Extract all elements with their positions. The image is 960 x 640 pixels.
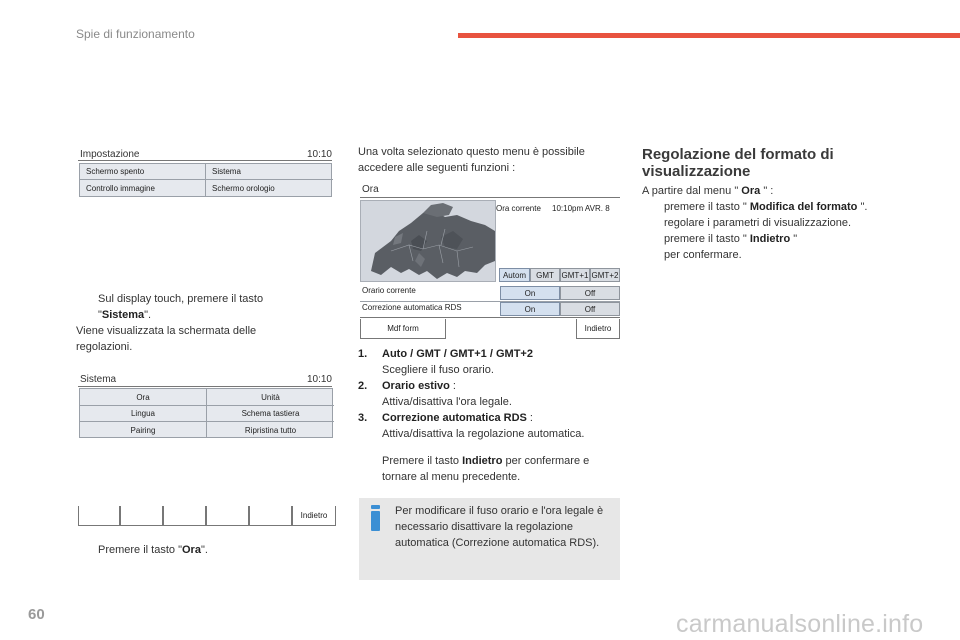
system-screen-divider bbox=[78, 386, 332, 387]
time-back-button[interactable]: Indietro bbox=[576, 319, 620, 339]
rds-correction-label: Correzione automatica RDS bbox=[362, 303, 462, 312]
step-press-back bbox=[358, 453, 622, 485]
watermark: carmanualsonline.info bbox=[676, 610, 924, 638]
setup-screen-title: Impostazione bbox=[80, 149, 140, 160]
format-step-text: premere il tasto " bbox=[664, 233, 750, 245]
header-accent-bar bbox=[458, 33, 960, 38]
step3-text-end: per confermare e tornare al menu precedente. bbox=[382, 455, 590, 483]
function-item bbox=[358, 410, 622, 442]
function-desc: Attiva/disattiva la regolazione automatica. bbox=[382, 428, 585, 440]
format-step-key: Modifica del formato bbox=[749, 201, 858, 213]
format-intro-key: Ora bbox=[741, 185, 761, 197]
step3-key: Indietro bbox=[462, 455, 503, 467]
function-desc: Scegliere il fuso orario. bbox=[382, 364, 494, 376]
function-title: Correzione automatica RDS bbox=[382, 412, 527, 424]
tab-slot-1[interactable] bbox=[78, 506, 120, 526]
format-step bbox=[642, 231, 912, 263]
format-step bbox=[642, 215, 912, 231]
tab-slot-3[interactable] bbox=[163, 506, 206, 526]
setup-item-image-control[interactable]: Controllo immagine bbox=[80, 180, 206, 197]
step1-text-end: ". bbox=[144, 309, 152, 321]
format-step-text: premere il tasto " bbox=[664, 201, 750, 213]
setup-item-system[interactable]: Sistema bbox=[206, 164, 333, 180]
step2-text-end: ". bbox=[200, 544, 208, 556]
timezone-map[interactable] bbox=[360, 200, 496, 282]
function-list bbox=[358, 346, 622, 442]
info-note-box bbox=[359, 498, 620, 580]
function-colon: : bbox=[449, 380, 456, 392]
setup-screen-clock: 10:10 bbox=[306, 149, 332, 160]
system-item-pairing[interactable]: Pairing bbox=[80, 422, 207, 438]
zone-button-gmt[interactable]: GMT bbox=[530, 268, 560, 282]
format-section-heading: Regolazione del formato di visualizzazione bbox=[642, 146, 834, 180]
setup-menu-grid bbox=[79, 163, 332, 197]
step1-text: Sul display touch, premere il tasto " bbox=[98, 293, 264, 321]
format-step-text-end: " per confermare. bbox=[664, 233, 798, 261]
time-screen-divider bbox=[360, 197, 620, 198]
system-screen-title: Sistema bbox=[80, 374, 117, 385]
format-intro-text-end: " : bbox=[760, 185, 774, 197]
current-time-value: 10:10pm AVR. 8 bbox=[552, 204, 610, 213]
format-intro bbox=[642, 183, 912, 199]
system-item-keyboard-layout[interactable]: Schema tastiera bbox=[207, 406, 334, 422]
step2-text: Premere il tasto " bbox=[98, 544, 182, 556]
tab-back-button[interactable]: Indietro bbox=[292, 506, 336, 526]
system-item-time[interactable]: Ora bbox=[80, 389, 207, 406]
format-step-text-end: ". bbox=[857, 201, 868, 213]
format-step-text: regolare i parametri di visualizzazione. bbox=[664, 217, 852, 229]
setup-screen-divider bbox=[78, 160, 332, 161]
step-press-time bbox=[76, 542, 306, 558]
rds-correction-on-button[interactable]: On bbox=[500, 302, 560, 316]
info-icon bbox=[371, 511, 380, 531]
info-note-text: Per modificare il fuso orario e l'ora legale è necessario disattivare la regolazione automatica (Correzione automatica RDS). bbox=[395, 505, 604, 549]
format-step-key: Indietro bbox=[749, 233, 791, 245]
function-item bbox=[358, 378, 622, 410]
daylight-saving-on-button[interactable]: On bbox=[500, 286, 560, 300]
format-step bbox=[642, 199, 912, 215]
function-colon: : bbox=[526, 412, 533, 424]
tab-slot-2[interactable] bbox=[120, 506, 163, 526]
function-number: 2. bbox=[358, 380, 368, 392]
tab-slot-5[interactable] bbox=[249, 506, 292, 526]
function-title: Auto / GMT / GMT+1 / GMT+2 bbox=[382, 348, 533, 360]
running-header: Spie di funzionamento bbox=[76, 27, 195, 41]
step3-text: Premere il tasto bbox=[382, 455, 463, 467]
step1-key: Sistema bbox=[101, 309, 145, 321]
format-intro-text: A partire dal menu " bbox=[642, 185, 742, 197]
zone-button-gmt-plus-2[interactable]: GMT+2 bbox=[590, 268, 620, 282]
function-item bbox=[358, 346, 622, 378]
format-button[interactable]: Mdf form bbox=[360, 319, 446, 339]
current-time-label: Ora corrente bbox=[496, 204, 541, 213]
bullet-icon bbox=[358, 453, 382, 485]
function-title: Orario estivo bbox=[382, 380, 450, 392]
setup-item-clock-screen[interactable]: Schermo orologio bbox=[212, 184, 275, 193]
system-item-language[interactable]: Lingua bbox=[80, 406, 207, 422]
system-screen-clock: 10:10 bbox=[306, 374, 332, 385]
function-number: 3. bbox=[358, 412, 368, 424]
step-press-system bbox=[76, 291, 296, 355]
step2-key: Ora bbox=[182, 544, 201, 556]
page-number: 60 bbox=[28, 606, 45, 623]
system-item-reset-all[interactable]: Ripristina tutto bbox=[244, 425, 297, 435]
daylight-saving-off-button[interactable]: Off bbox=[560, 286, 620, 300]
format-section-body bbox=[642, 183, 912, 263]
function-desc: Attiva/disattiva l'ora legale. bbox=[382, 396, 512, 408]
setup-item-screen-off[interactable]: Schermo spento bbox=[80, 164, 206, 180]
tab-slot-4[interactable] bbox=[206, 506, 249, 526]
europe-map-icon bbox=[361, 201, 496, 282]
time-menu-intro: Una volta selezionato questo menu è possibile accedere alle seguenti funzioni : bbox=[358, 146, 585, 174]
screen-tab-bar bbox=[78, 506, 336, 526]
bullet-icon bbox=[642, 215, 664, 231]
zone-button-gmt-plus-1[interactable]: GMT+1 bbox=[560, 268, 590, 282]
time-screen-title: Ora bbox=[362, 184, 379, 195]
bullet-icon bbox=[642, 231, 664, 263]
system-item-units[interactable]: Unità bbox=[207, 389, 334, 406]
daylight-saving-label: Orario corrente bbox=[362, 286, 416, 295]
row-divider bbox=[360, 317, 620, 318]
zone-button-auto[interactable]: Autom bbox=[499, 268, 530, 282]
step1-description: Viene visualizzata la schermata delle regolazioni. bbox=[76, 325, 257, 353]
rds-correction-off-button[interactable]: Off bbox=[560, 302, 620, 316]
system-menu-grid bbox=[79, 388, 333, 438]
function-number: 1. bbox=[358, 348, 368, 360]
bullet-icon bbox=[642, 199, 664, 215]
